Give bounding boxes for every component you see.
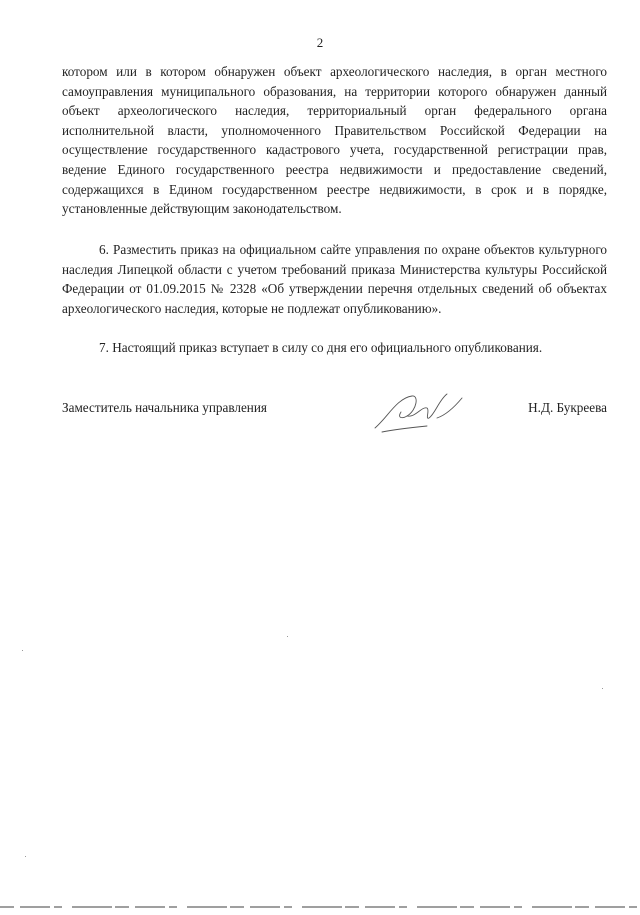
handwritten-signature [367,388,467,438]
signature-block [62,398,607,448]
paragraph-item-6: 6. Разместить приказ на официальном сайте управления по охране объектов культурного наследия Липецкой области с учетом требований приказа Министерства культуры Российской Федерации от 01.09.2015 № 2328 «Об утверждении перечня отдельных сведений об объектах археологического наследия, которые не подлежат опубликованию». [62,242,607,316]
signatory-position: Заместитель начальника управления [62,400,267,415]
scan-speck [25,856,26,857]
scan-bottom-edge [0,897,640,903]
paragraph-item-7: 7. Настоящий приказ вступает в силу со дня его официального опубликования. [99,340,543,355]
scan-speck [602,688,603,689]
paragraph-continuation: котором или в котором обнаружен объект археологического наследия, в орган местного самоуправления муниципального образования, на территории которого обнаружен данный объект археологического наследия, территориальный орган федерального органа исполнительной власти, уполномоченного Правительством Российской Федерации на осуществление государственного кадастрового учета, государственной регистрации прав, ведение Единого государственного реестра недвижимости и предоставление сведений, содержащихся в Едином государственном реестре недвижимости, в срок и в порядке, установленные действующим законодательством. [62,64,607,217]
scan-speck [287,636,288,637]
page-number: 2 [316,35,324,50]
scan-speck [22,650,23,651]
signatory-name: Н.Д. Букреева [528,400,607,415]
